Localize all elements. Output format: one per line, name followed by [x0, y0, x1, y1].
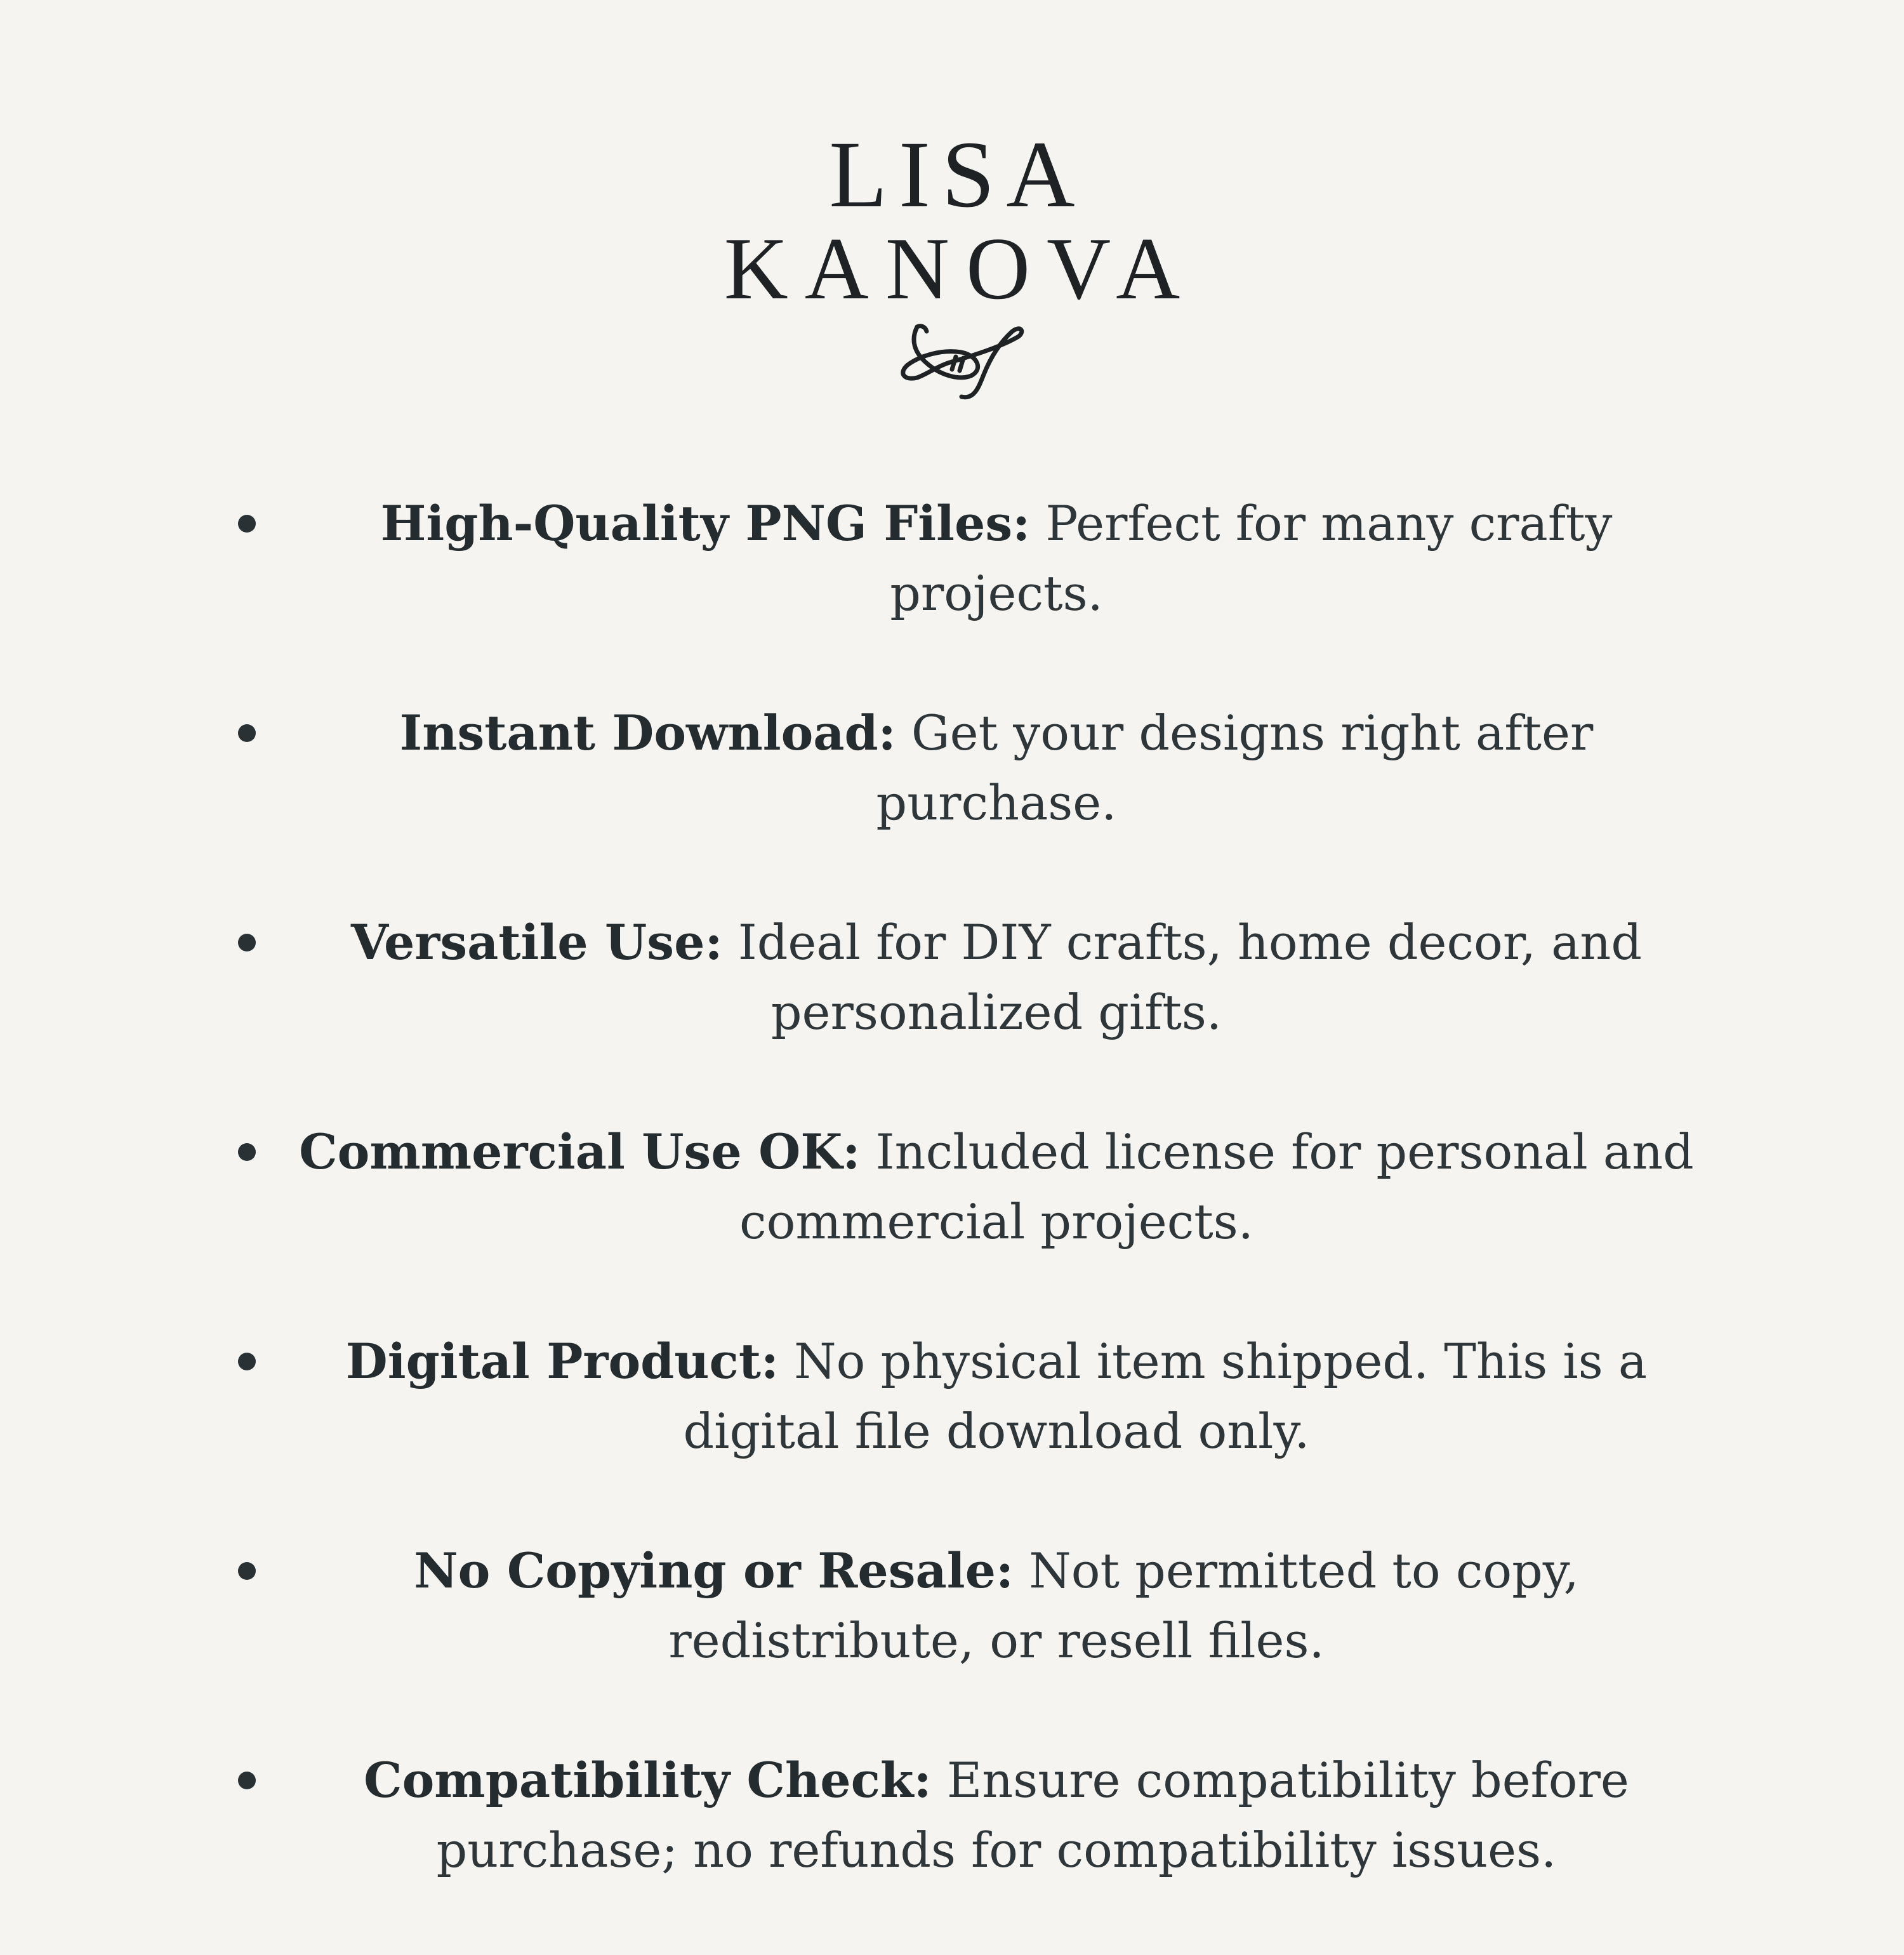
list-item	[222, 1746, 1733, 1885]
feature-text: Perfect for many crafty projects.	[890, 495, 1613, 621]
feature-text: No physical item shipped. This is a digital file download only.	[683, 1333, 1648, 1459]
brand-name-last: KANOVA	[724, 220, 1197, 318]
feature-list	[222, 489, 1733, 1955]
feature-text: Not permitted to copy, redistribute, or resell files.	[668, 1542, 1579, 1669]
feature-label: Commercial Use OK:	[299, 1123, 861, 1180]
feature-label: Instant Download:	[399, 705, 896, 761]
list-item	[222, 1327, 1733, 1466]
feature-text: Ideal for DIY crafts, home decor, and personalized gifts.	[737, 914, 1643, 1040]
feature-text: Ensure compatibility before purchase; no refunds for compatibility issues.	[436, 1752, 1629, 1878]
feature-label: High-Quality PNG Files:	[380, 495, 1031, 552]
list-item	[222, 1536, 1733, 1676]
flourish-icon	[882, 317, 1035, 406]
brand-logo	[0, 122, 1904, 318]
feature-label: Compatibility Check:	[364, 1752, 932, 1808]
list-item	[222, 489, 1733, 628]
brand-name-first: LISA	[829, 122, 1087, 227]
list-item	[222, 698, 1733, 838]
feature-text: Included license for personal and commercial projects.	[739, 1123, 1694, 1250]
feature-label: No Copying or Resale:	[414, 1542, 1014, 1599]
feature-label: Digital Product:	[345, 1333, 779, 1389]
list-item	[222, 1117, 1733, 1257]
list-item	[222, 908, 1733, 1047]
feature-label: Versatile Use:	[350, 914, 723, 971]
feature-text: Get your designs right after purchase.	[876, 705, 1594, 831]
